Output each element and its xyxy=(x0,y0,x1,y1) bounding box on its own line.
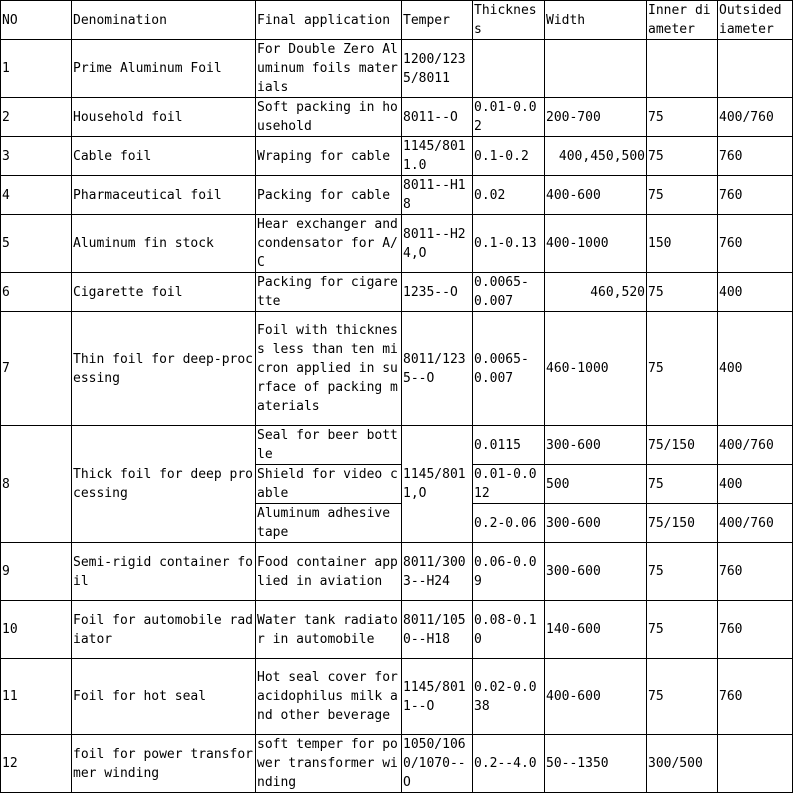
cell-final-application xyxy=(256,543,402,601)
cell-width: 400,450,500 xyxy=(545,137,647,176)
cell-text: Foil with thickness less than ten micron applied in surface of packing materials xyxy=(257,323,398,414)
table-row xyxy=(1,543,793,601)
cell-temper: 1145/8011.0 xyxy=(402,137,473,176)
header-thickness: Thickness xyxy=(473,1,545,40)
cell-denomination: Semi-rigid container foil xyxy=(72,543,256,601)
cell-inner-diameter: 75 xyxy=(647,137,718,176)
cell-no: 6 xyxy=(1,273,72,312)
cell-final-application: Soft packing in household xyxy=(256,98,402,137)
table-row xyxy=(1,426,793,465)
cell-width: 500 xyxy=(545,465,647,504)
cell-denomination: Thick foil for deep processing xyxy=(72,426,256,543)
cell-final-application xyxy=(256,40,402,98)
cell-denomination: Cigarette foil xyxy=(72,273,256,312)
cell-final-application: Packing for cigarette xyxy=(256,273,402,312)
cell-outer-diameter: 760 xyxy=(718,659,793,735)
cell-denomination: Prime Aluminum Foil xyxy=(72,40,256,98)
cell-inner-diameter: 300/500 xyxy=(647,735,718,793)
cell-no: 8 xyxy=(1,426,72,543)
cell-temper: 1145/8011,O xyxy=(402,426,473,543)
cell-temper: 8011/1050--H18 xyxy=(402,601,473,659)
cell-text: For Double Zero Aluminum foils materials xyxy=(257,42,398,95)
cell-outer-diameter: 400 xyxy=(718,312,793,426)
cell-inner-diameter xyxy=(647,40,718,98)
cell-width: 460,520 xyxy=(545,273,647,312)
cell-inner-diameter: 75 xyxy=(647,543,718,601)
cell-inner-diameter: 75 xyxy=(647,601,718,659)
cell-thickness: 0.02-0.038 xyxy=(473,659,545,735)
cell-final-application xyxy=(256,215,402,273)
cell-final-application xyxy=(256,312,402,426)
table-row xyxy=(1,312,793,426)
cell-outer-diameter xyxy=(718,40,793,98)
cell-temper: 8011/1235--O xyxy=(402,312,473,426)
cell-thickness: 0.01-0.02 xyxy=(473,98,545,137)
cell-no: 12 xyxy=(1,735,72,793)
cell-temper: 8011/3003--H24 xyxy=(402,543,473,601)
table-row xyxy=(1,137,793,176)
table-row xyxy=(1,215,793,273)
cell-temper: 1235--O xyxy=(402,273,473,312)
cell-denomination: Cable foil xyxy=(72,137,256,176)
cell-no: 10 xyxy=(1,601,72,659)
cell-text: Hot seal cover for acidophilus milk and other beverage xyxy=(257,670,398,723)
cell-no: 7 xyxy=(1,312,72,426)
cell-temper: 8011--O xyxy=(402,98,473,137)
cell-denomination: Household foil xyxy=(72,98,256,137)
cell-thickness xyxy=(473,40,545,98)
header-temper: Temper xyxy=(402,1,473,40)
cell-final-application xyxy=(256,659,402,735)
cell-outer-diameter xyxy=(718,735,793,793)
cell-text: Water tank radiator in automobile xyxy=(257,612,398,647)
table-row xyxy=(1,601,793,659)
cell-thickness: 0.1-0.13 xyxy=(473,215,545,273)
header-no: NO xyxy=(1,1,72,40)
cell-text: Hear exchanger and condensator for A/C xyxy=(257,217,398,270)
cell-thickness: 0.06-0.09 xyxy=(473,543,545,601)
cell-final-application: Wraping for cable xyxy=(256,137,402,176)
cell-temper xyxy=(402,735,473,793)
cell-inner-diameter: 75 xyxy=(647,312,718,426)
cell-outer-diameter: 760 xyxy=(718,215,793,273)
cell-text: Food container applied in aviation xyxy=(257,554,398,589)
cell-no: 9 xyxy=(1,543,72,601)
cell-no: 2 xyxy=(1,98,72,137)
cell-inner-diameter: 75 xyxy=(647,465,718,504)
cell-denomination: foil for power transformer winding xyxy=(72,735,256,793)
cell-width: 300-600 xyxy=(545,543,647,601)
table-row xyxy=(1,40,793,98)
cell-width: 140-600 xyxy=(545,601,647,659)
cell-thickness: 0.2-0.06 xyxy=(473,504,545,543)
cell-final-application: Shield for video cable xyxy=(256,465,402,504)
cell-width: 300-600 xyxy=(545,426,647,465)
cell-outer-diameter: 760 xyxy=(718,137,793,176)
cell-outer-diameter: 400/760 xyxy=(718,98,793,137)
cell-width: 460-1000 xyxy=(545,312,647,426)
cell-thickness: 0.2--4.0 xyxy=(473,735,545,793)
cell-final-application: Seal for beer bottle xyxy=(256,426,402,465)
header-final-application: Final application xyxy=(256,1,402,40)
cell-thickness: 0.08-0.10 xyxy=(473,601,545,659)
cell-final-application: Aluminum adhesive tape xyxy=(256,504,402,543)
cell-inner-diameter: 75 xyxy=(647,659,718,735)
cell-thickness: 0.0065-0.007 xyxy=(473,273,545,312)
header-width: Width xyxy=(545,1,647,40)
table-row xyxy=(1,176,793,215)
cell-thickness: 0.01-0.012 xyxy=(473,465,545,504)
cell-thickness: 0.1-0.2 xyxy=(473,137,545,176)
cell-no: 5 xyxy=(1,215,72,273)
cell-final-application xyxy=(256,601,402,659)
cell-width xyxy=(545,40,647,98)
cell-inner-diameter: 75 xyxy=(647,98,718,137)
table-row xyxy=(1,735,793,793)
cell-thickness: 0.0115 xyxy=(473,426,545,465)
cell-outer-diameter: 400/760 xyxy=(718,504,793,543)
cell-temper: 1145/8011--O xyxy=(402,659,473,735)
cell-width: 300-600 xyxy=(545,504,647,543)
header-inner-diameter: Inner diameter xyxy=(647,1,718,40)
cell-width: 400-600 xyxy=(545,659,647,735)
cell-outer-diameter: 400 xyxy=(718,465,793,504)
cell-width: 50--1350 xyxy=(545,735,647,793)
cell-thickness: 0.0065-0.007 xyxy=(473,312,545,426)
cell-no: 1 xyxy=(1,40,72,98)
cell-width: 400-1000 xyxy=(545,215,647,273)
table-row xyxy=(1,659,793,735)
cell-denomination: Foil for hot seal xyxy=(72,659,256,735)
cell-outer-diameter: 760 xyxy=(718,543,793,601)
cell-width: 200-700 xyxy=(545,98,647,137)
cell-outer-diameter: 400 xyxy=(718,273,793,312)
cell-temper: 8011--H24,O xyxy=(402,215,473,273)
cell-inner-diameter: 75 xyxy=(647,176,718,215)
cell-text: soft temper for power transformer winding xyxy=(257,737,398,790)
header-outer-diameter: Outsided iameter xyxy=(718,1,793,40)
cell-inner-diameter: 75/150 xyxy=(647,504,718,543)
cell-inner-diameter: 75/150 xyxy=(647,426,718,465)
cell-temper: 1200/1235/8011 xyxy=(402,40,473,98)
table-row xyxy=(1,98,793,137)
header-denomination: Denomination xyxy=(72,1,256,40)
cell-no: 3 xyxy=(1,137,72,176)
cell-no: 4 xyxy=(1,176,72,215)
cell-outer-diameter: 760 xyxy=(718,601,793,659)
cell-outer-diameter: 760 xyxy=(718,176,793,215)
cell-inner-diameter: 150 xyxy=(647,215,718,273)
header-row xyxy=(1,1,793,40)
cell-temper: 8011--H18 xyxy=(402,176,473,215)
cell-final-application: Packing for cable xyxy=(256,176,402,215)
cell-denomination: Thin foil for deep-processing xyxy=(72,312,256,426)
cell-no: 11 xyxy=(1,659,72,735)
cell-outer-diameter: 400/760 xyxy=(718,426,793,465)
cell-denomination: Foil for automobile radiator xyxy=(72,601,256,659)
cell-text: 1050/1060/1070--O xyxy=(403,737,466,790)
cell-denomination: Aluminum fin stock xyxy=(72,215,256,273)
cell-final-application xyxy=(256,735,402,793)
cell-inner-diameter: 75 xyxy=(647,273,718,312)
cell-denomination: Pharmaceutical foil xyxy=(72,176,256,215)
cell-width: 400-600 xyxy=(545,176,647,215)
cell-thickness: 0.02 xyxy=(473,176,545,215)
table-row xyxy=(1,273,793,312)
